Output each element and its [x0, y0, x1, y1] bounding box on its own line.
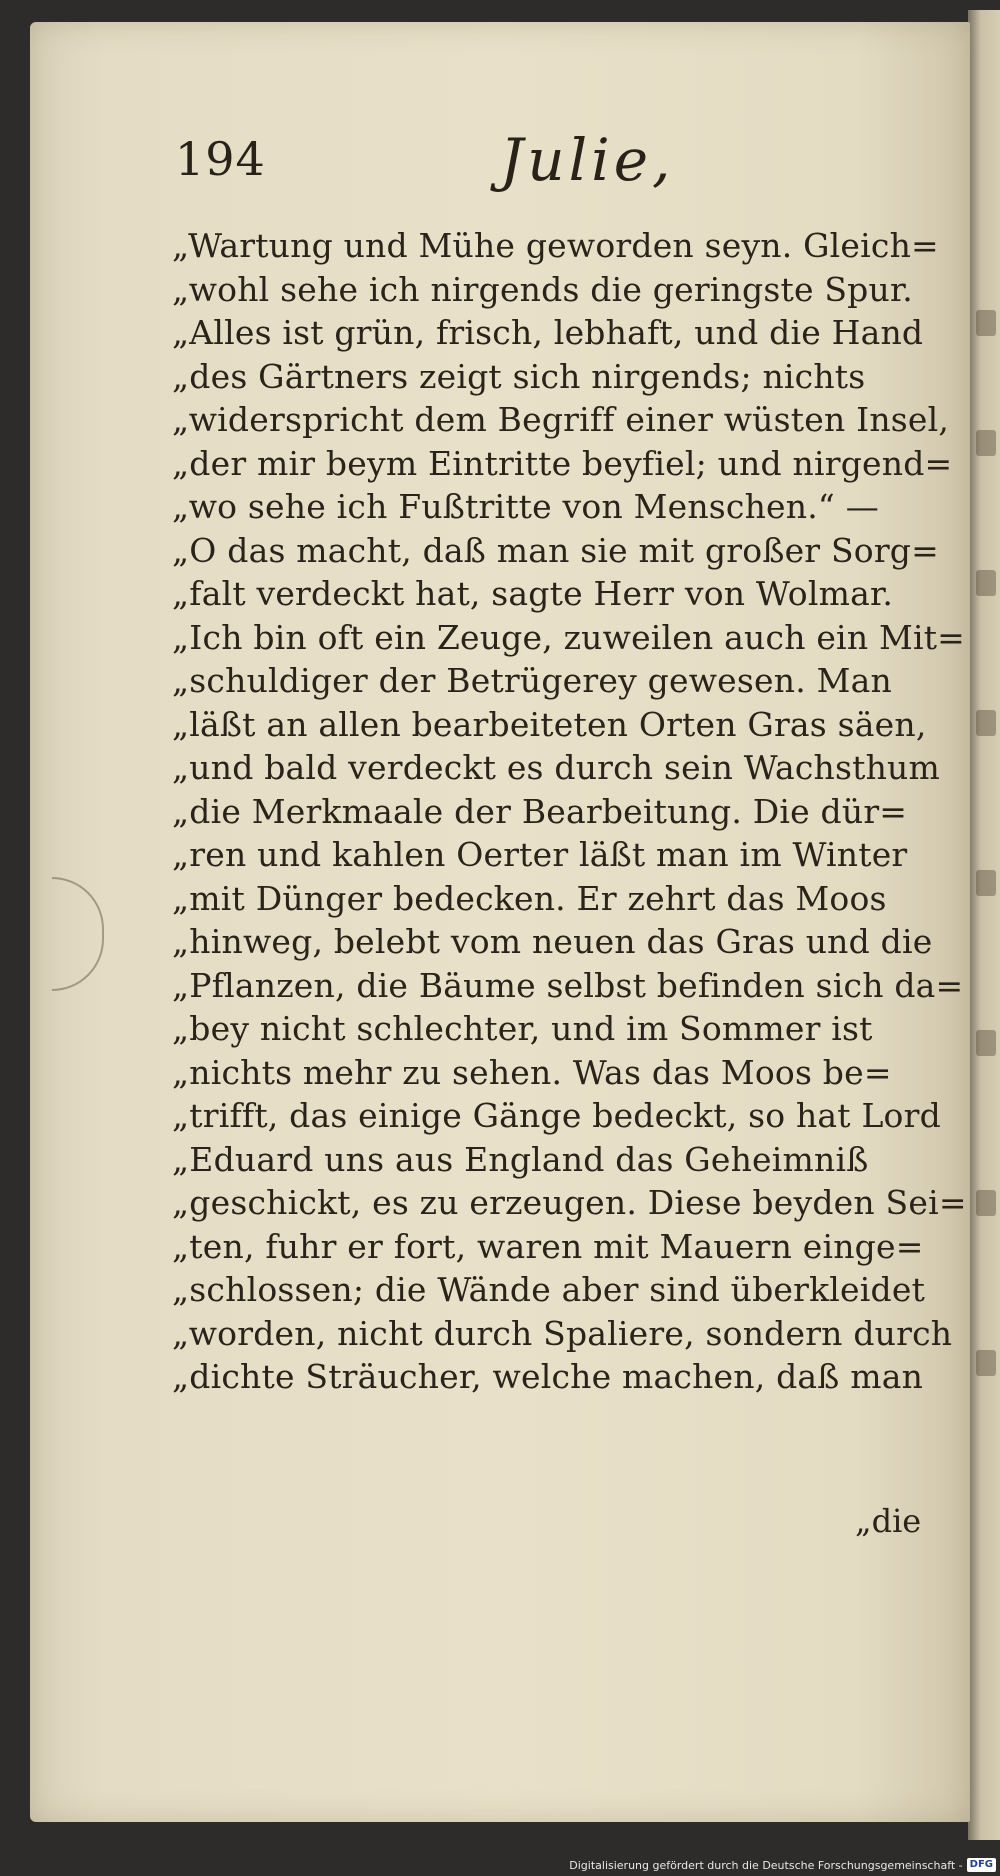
text-line: „nichts mehr zu sehen. Was das Moos be= [172, 1052, 892, 1092]
text-line: „ren und kahlen Oerter läßt man im Winter [172, 835, 908, 874]
text-line: „die Merkmaale der Bearbeitung. Die dür= [172, 791, 908, 831]
running-title: Julie, [500, 126, 675, 194]
text-line: „widerspricht dem Begriff einer wüsten Insel, [172, 400, 950, 439]
text-line: „bey nicht schlechter, und im Sommer ist [172, 1009, 873, 1048]
text-line: „geschickt, es zu erzeugen. Diese beyden Sei= [172, 1183, 967, 1222]
text-line: „hinweg, belebt vom neuen das Gras und die [172, 922, 933, 961]
text-line: „dichte Sträucher, welche machen, daß man [172, 1357, 924, 1396]
catchword: „die [855, 1502, 922, 1540]
text-line: „trifft, das einige Gänge bedeckt, so hat Lord [172, 1096, 941, 1135]
dfg-logo: DFG [967, 1858, 996, 1872]
text-line: „O das macht, daß man sie mit großer Sorg= [172, 530, 939, 570]
text-line: „schuldiger der Betrügerey gewesen. Man [172, 661, 892, 700]
text-line: „und bald verdeckt es durch sein Wachsthum [172, 748, 940, 787]
text-line: „wo sehe ich Fußtritte von Menschen.“ — [172, 487, 879, 526]
page-number: 194 [175, 132, 266, 186]
binding-mark [52, 877, 104, 991]
text-line: „Pflanzen, die Bäume selbst befinden sich da= [172, 965, 964, 1005]
credit-text: Digitalisierung gefördert durch die Deutsche Forschungsgemeinschaft - [569, 1858, 963, 1872]
page-header [175, 126, 855, 202]
text-line: „der mir beym Eintritte beyfiel; und nirgend= [172, 443, 953, 483]
text-line: „Eduard uns aus England das Geheimniß [172, 1139, 869, 1179]
text-line: „Wartung und Mühe geworden seyn. Gleich= [172, 226, 939, 265]
text-line: „mit Dünger bedecken. Er zehrt das Moos [172, 878, 887, 918]
adjacent-page-edge [968, 10, 1000, 1840]
body-text [172, 224, 967, 1399]
text-line: „Ich bin oft ein Zeuge, zuweilen auch ein Mit= [172, 617, 966, 657]
text-line: „des Gärtners zeigt sich nirgends; nichts [172, 356, 866, 396]
text-line: „falt verdeckt hat, sagte Herr von Wolmar. [172, 574, 894, 613]
text-line: „ten, fuhr er fort, waren mit Mauern einge= [172, 1226, 924, 1266]
text-line: „läßt an allen bearbeiteten Orten Gras säen, [172, 704, 927, 744]
text-line: „schlossen; die Wände aber sind überkleidet [172, 1270, 926, 1309]
text-line: „wohl sehe ich nirgends die geringste Spur. [172, 269, 913, 309]
text-line: „worden, nicht durch Spaliere, sondern durch [172, 1313, 953, 1353]
text-line: „Alles ist grün, frisch, lebhaft, und die Hand [172, 313, 924, 352]
digitization-credit [569, 1856, 996, 1874]
